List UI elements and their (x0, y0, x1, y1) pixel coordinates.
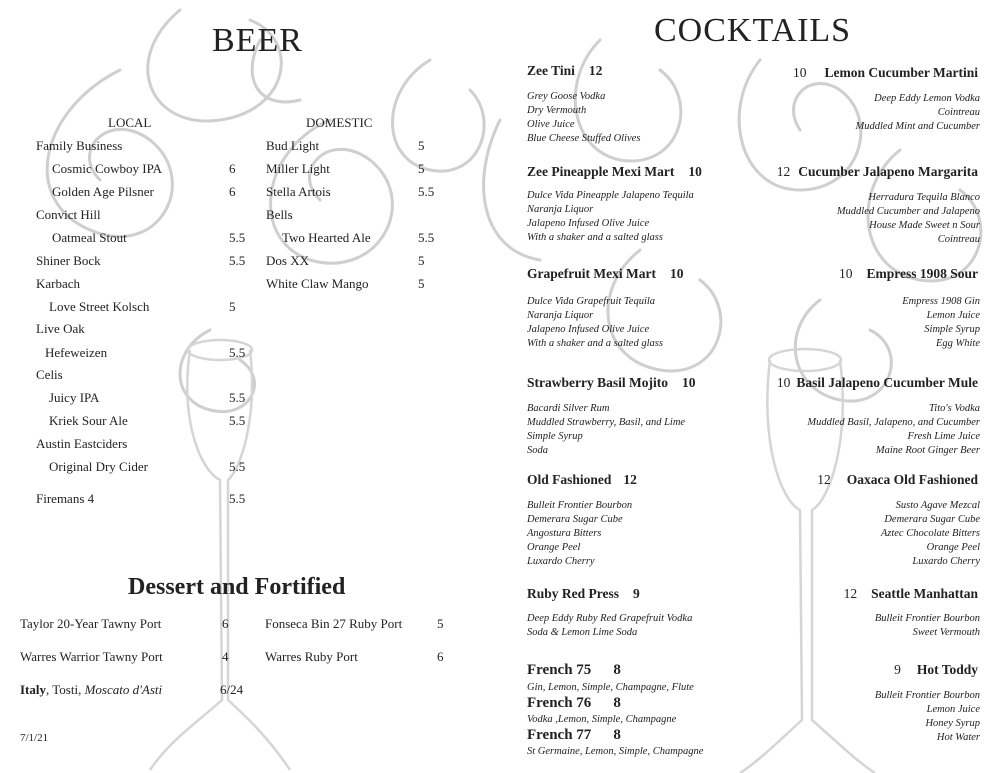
beer-price: 5.5 (229, 413, 246, 428)
cocktail-price: 8 (613, 727, 621, 743)
beer-price: 5.5 (229, 230, 246, 245)
cocktail-name: Grapefruit Mexi Mart 10 (527, 266, 684, 281)
cocktail-price: 10 (669, 266, 684, 281)
cocktail-name: 12 Cucumber Jalapeno Margarita (776, 164, 978, 179)
brewery-name: Bells (266, 207, 293, 222)
cocktail-ingredients: Empress 1908 Gin Lemon Juice Simple Syrup Egg White (902, 296, 980, 349)
cocktail-ingredients: Dulce Vida Grapefruit Tequila Naranja Liquor Jalapeno Infused Olive Juice With a shaker and a salted glass (527, 296, 663, 349)
beer-name: White Claw Mango (266, 276, 369, 291)
brewery-name: Live Oak (36, 321, 85, 336)
dessert-item-producer: , Tosti, (46, 682, 85, 697)
cocktail-name: Strawberry Basil Mojito 10 (527, 375, 696, 390)
dessert-item-price: 6 (222, 616, 229, 631)
brewery-name: Family Business (36, 138, 123, 153)
beer-price: 5.5 (229, 459, 246, 474)
cocktail-price: 9 (633, 586, 640, 601)
cocktail-name: 12 Oaxaca Old Fashioned (817, 472, 978, 487)
dessert-title: Dessert and Fortified (128, 574, 346, 600)
cocktail-name: Old Fashioned 12 (527, 472, 637, 487)
local-header: LOCAL (108, 115, 152, 130)
dessert-item-name: Warres Ruby Port (265, 649, 358, 664)
dessert-item-name: Warres Warrior Tawny Port (20, 649, 163, 664)
beer-name: Golden Age Pilsner (52, 184, 154, 199)
dessert-item-wine: Moscato d'Asti (84, 682, 163, 697)
dessert-item-name (20, 682, 162, 698)
cocktail-ingredients: Gin, Lemon, Simple, Champagne, Flute (527, 682, 694, 693)
cocktail-ingredients: Bulleit Frontier Bourbon Sweet Vermouth (874, 613, 980, 638)
beer-name: Original Dry Cider (49, 459, 148, 474)
beer-price: 5.5 (229, 491, 246, 506)
beer-price: 6 (229, 161, 236, 176)
cocktail-name: Ruby Red Press 9 (527, 586, 640, 601)
brewery-name: Convict Hill (36, 207, 101, 222)
beer-price: 5.5 (229, 253, 246, 268)
beer-price: 5 (418, 161, 425, 176)
cocktail-ingredients: Herradura Tequila Blanco Muddled Cucumber and Jalapeno House Made Sweet n Sour Cointreau (836, 192, 980, 245)
cocktail-price: 10 (838, 266, 853, 281)
cocktail-ingredients: Bulleit Frontier Bourbon Demerara Sugar Cube Angostura Bitters Orange Peel Luxardo Cherry (527, 500, 633, 567)
beer-name: Dos XX (266, 253, 309, 268)
cocktail-price: 12 (623, 472, 637, 487)
cocktail-ingredients: Deep Eddy Ruby Red Grapefruit Vodka Soda & Lemon Lime Soda (527, 613, 693, 638)
cocktail-ingredients: Dulce Vida Pineapple Jalapeno Tequila Naranja Liquor Jalapeno Infused Olive Juice With a shaker and a salted glass (527, 190, 694, 243)
beer-name: Oatmeal Stout (52, 230, 127, 245)
cocktail-price: 12 (776, 164, 791, 179)
cocktail-price: 8 (613, 695, 621, 711)
cocktail-name: 10 Empress 1908 Sour (838, 266, 978, 281)
cocktail-ingredients: Bulleit Frontier Bourbon Lemon Juice Honey Syrup Hot Water (874, 690, 980, 743)
beer-price: 5 (418, 253, 425, 268)
cocktail-ingredients: Grey Goose Vodka Dry Vermouth Olive Juice Blue Cheese Stuffed Olives (527, 91, 641, 144)
cocktail-ingredients: Bacardi Silver Rum Muddled Strawberry, Basil, and Lime Simple Syrup Soda (527, 403, 686, 456)
cocktail-price: 12 (588, 63, 603, 78)
cocktail-name: French 77 8 (527, 727, 621, 743)
cocktail-ingredients: Tito's Vodka Muddled Basil, Jalapeno, and Cucumber Fresh Lime Juice Maine Root Ginger Beer (807, 403, 980, 456)
dessert-item-price: 5 (437, 616, 444, 631)
cocktail-price: 8 (613, 662, 621, 678)
cocktail-name: 10 Lemon Cucumber Martini (793, 65, 978, 80)
beer-name: Stella Artois (266, 184, 331, 199)
brewery-name: Austin Eastciders (36, 436, 128, 451)
beer-name: Hefeweizen (45, 345, 108, 360)
brewery-name: Celis (36, 367, 63, 382)
cocktail-price: 10 (793, 65, 807, 80)
dessert-item-price: 6 (437, 649, 444, 664)
beer-price: 5 (418, 138, 425, 153)
dessert-item-price: 4 (222, 649, 229, 664)
cocktail-price: 10 (688, 164, 702, 179)
cocktail-price: 10 (776, 375, 791, 390)
beer-price: 6 (229, 184, 236, 199)
cocktail-name: Zee Tini 12 (527, 63, 603, 78)
beer-name: Love Street Kolsch (49, 299, 150, 314)
beer-price: 5.5 (418, 230, 435, 245)
cocktail-ingredients: St Germaine, Lemon, Simple, Champagne (527, 746, 704, 757)
beer-price: 5 (229, 299, 236, 314)
dessert-item-region: Italy (20, 682, 46, 697)
dessert-item-name: Fonseca Bin 27 Ruby Port (265, 616, 403, 631)
beer-price: 5 (418, 276, 425, 291)
cocktails-title: COCKTAILS (654, 12, 852, 49)
dessert-item-price: 6/24 (220, 682, 244, 697)
menu-date: 7/1/21 (20, 732, 49, 744)
cocktail-price: 9 (894, 662, 901, 677)
cocktail-price: 12 (817, 472, 831, 487)
cocktail-ingredients: Deep Eddy Lemon Vodka Cointreau Muddled Mint and Cucumber (855, 93, 980, 132)
beer-name: Shiner Bock (36, 253, 101, 268)
beer-name: Miller Light (266, 161, 330, 176)
beer-price: 5.5 (229, 345, 246, 360)
beer-name: Two Hearted Ale (282, 230, 371, 245)
cocktail-name: French 76 8 (527, 695, 621, 711)
cocktail-name: French 75 8 (527, 662, 621, 678)
domestic-header: DOMESTIC (306, 115, 373, 130)
cocktail-name: 9 Hot Toddy (894, 662, 978, 677)
beer-name: Bud Light (266, 138, 320, 153)
cocktail-price: 12 (843, 586, 858, 601)
beer-price: 5.5 (229, 390, 246, 405)
beer-title: BEER (212, 22, 303, 59)
beer-name: Kriek Sour Ale (49, 413, 128, 428)
cocktail-ingredients: Vodka ,Lemon, Simple, Champagne (527, 714, 677, 725)
cocktail-name: 12 Seattle Manhattan (843, 586, 978, 601)
cocktail-name: Zee Pineapple Mexi Mart 10 (527, 164, 702, 179)
beer-name: Firemans 4 (36, 491, 95, 506)
cocktail-price: 10 (681, 375, 696, 390)
dessert-item-name: Taylor 20-Year Tawny Port (20, 616, 162, 631)
beer-name: Juicy IPA (49, 390, 100, 405)
cocktail-ingredients: Susto Agave Mezcal Demerara Sugar Cube Aztec Chocolate Bitters Orange Peel Luxardo Cherry (880, 500, 980, 567)
beer-price: 5.5 (418, 184, 435, 199)
cocktail-name: 10 Basil Jalapeno Cucumber Mule (776, 375, 978, 390)
brewery-name: Karbach (36, 276, 81, 291)
beer-name: Cosmic Cowboy IPA (52, 161, 163, 176)
